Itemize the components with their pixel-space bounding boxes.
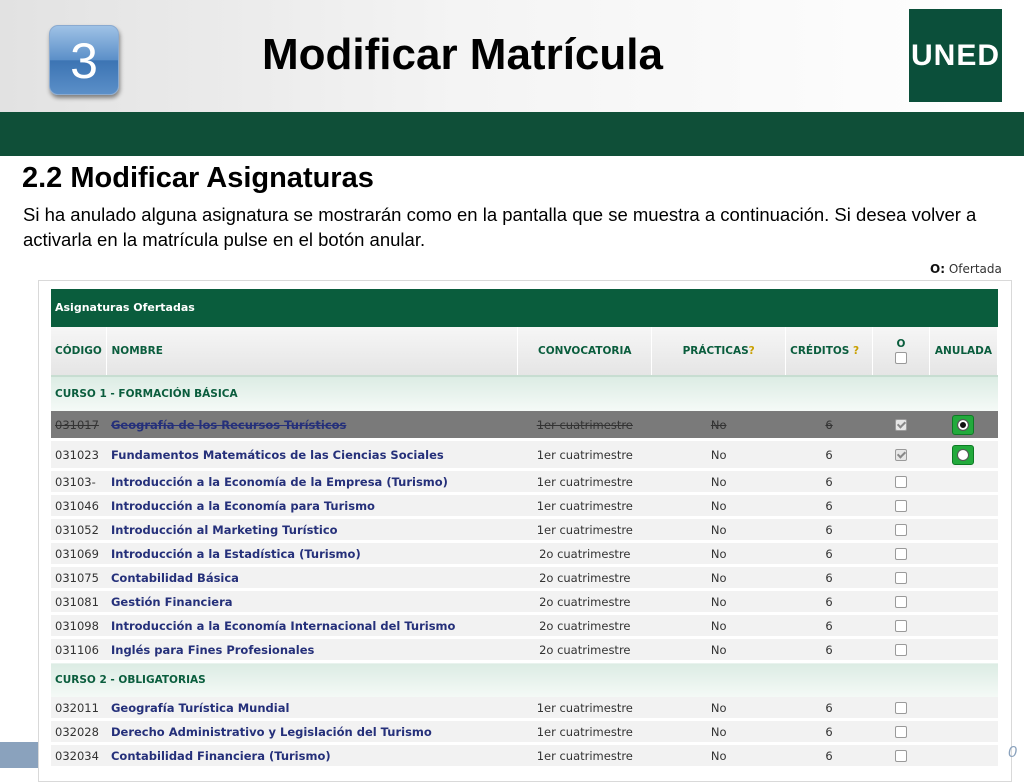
cell-name[interactable]: Gestión Financiera — [107, 590, 518, 614]
offered-checkbox[interactable] — [895, 572, 907, 584]
table-row — [51, 720, 998, 744]
table-row — [51, 470, 998, 494]
cell-creditos: 6 — [786, 744, 873, 768]
panel-title: Asignaturas Ofertadas — [51, 289, 998, 327]
cell-code: 031106 — [51, 638, 107, 662]
table-row — [51, 744, 998, 768]
offered-checkbox[interactable] — [895, 750, 907, 762]
practicas-help-icon[interactable]: ? — [748, 345, 755, 357]
cell-creditos: 6 — [786, 720, 873, 744]
cell-convocatoria: 1er cuatrimestre — [518, 720, 652, 744]
cell-name[interactable]: Geografía Turística Mundial — [107, 697, 518, 720]
cell-name[interactable]: Contabilidad Básica — [107, 566, 518, 590]
uned-logo: UNED — [909, 9, 1002, 102]
table-row — [51, 494, 998, 518]
cell-anulada — [929, 566, 997, 590]
cell-offered — [873, 518, 930, 542]
cell-convocatoria: 2o cuatrimestre — [518, 542, 652, 566]
table-row — [51, 566, 998, 590]
footer-bar — [0, 742, 38, 768]
header-band — [0, 112, 1024, 156]
cell-convocatoria: 2o cuatrimestre — [518, 614, 652, 638]
table-header-row — [51, 327, 998, 376]
cell-creditos: 6 — [786, 440, 873, 470]
cell-name[interactable]: Derecho Administrativo y Legislación del Turismo — [107, 720, 518, 744]
section-title-cell: CURSO 2 - OBLIGATORIAS — [51, 662, 998, 698]
col-anulada[interactable]: ANULADA — [929, 327, 997, 376]
table-row — [51, 590, 998, 614]
cell-code: 031075 — [51, 566, 107, 590]
cell-name[interactable]: Fundamentos Matemáticos de las Ciencias Sociales — [107, 440, 518, 470]
cell-offered — [873, 566, 930, 590]
col-nombre[interactable]: NOMBRE — [107, 327, 518, 376]
section-description: Si ha anulado alguna asignatura se mostrarán como en la pantalla que se muestra a continuación. Si desea volver a activarla en la matrícula pulse en el botón anular. — [23, 204, 977, 250]
cell-name[interactable]: Inglés para Fines Profesionales — [107, 638, 518, 662]
cell-code: 03103- — [51, 470, 107, 494]
subjects-table — [51, 327, 998, 769]
cell-code: 031023 — [51, 440, 107, 470]
cell-practicas: No — [652, 440, 786, 470]
legend-key: O: — [930, 262, 945, 276]
cell-code: 031052 — [51, 518, 107, 542]
subjects-panel — [38, 280, 1012, 782]
cell-practicas: No — [652, 590, 786, 614]
offered-checkbox[interactable] — [895, 476, 907, 488]
cell-name[interactable]: Introducción a la Economía para Turismo — [107, 494, 518, 518]
cell-offered — [873, 440, 930, 470]
col-o[interactable] — [873, 327, 930, 376]
cell-code: 031069 — [51, 542, 107, 566]
cell-convocatoria: 1er cuatrimestre — [518, 697, 652, 720]
anular-button-icon[interactable] — [952, 415, 974, 435]
cell-practicas: No — [652, 542, 786, 566]
cell-anulada — [929, 697, 997, 720]
cell-practicas: No — [652, 720, 786, 744]
section-title-cell: CURSO 1 - FORMACIÓN BÁSICA — [51, 376, 998, 411]
cell-anulada — [929, 720, 997, 744]
cell-convocatoria: 1er cuatrimestre — [518, 494, 652, 518]
cell-code: 032011 — [51, 697, 107, 720]
col-creditos[interactable] — [786, 327, 873, 376]
offered-checkbox[interactable] — [895, 419, 907, 431]
cell-offered — [873, 614, 930, 638]
page-number: 0 — [1008, 744, 1017, 761]
cell-creditos: 6 — [786, 566, 873, 590]
cell-creditos: 6 — [786, 494, 873, 518]
cell-name[interactable]: Introducción a la Economía Internacional del Turismo — [107, 614, 518, 638]
table-row — [51, 542, 998, 566]
cell-practicas: No — [652, 566, 786, 590]
cell-convocatoria: 1er cuatrimestre — [518, 518, 652, 542]
cell-creditos: 6 — [786, 590, 873, 614]
table-row — [51, 638, 998, 662]
cell-name[interactable]: Introducción a la Economía de la Empresa (Turismo) — [107, 470, 518, 494]
cell-practicas: No — [652, 638, 786, 662]
offered-checkbox[interactable] — [895, 644, 907, 656]
cell-offered — [873, 744, 930, 768]
table-row — [51, 614, 998, 638]
cell-practicas: No — [652, 614, 786, 638]
table-row — [51, 518, 998, 542]
cell-name[interactable]: Contabilidad Financiera (Turismo) — [107, 744, 518, 768]
col-convocatoria[interactable]: CONVOCATORIA — [518, 327, 652, 376]
select-all-checkbox[interactable] — [895, 352, 907, 364]
cell-anulada — [929, 518, 997, 542]
cell-offered — [873, 590, 930, 614]
offered-checkbox[interactable] — [895, 500, 907, 512]
offered-checkbox[interactable] — [895, 620, 907, 632]
cell-creditos: 6 — [786, 542, 873, 566]
legend-value: Ofertada — [948, 262, 1002, 276]
col-codigo[interactable]: CÓDIGO — [51, 327, 107, 376]
cell-name[interactable]: Introducción a la Estadística (Turismo) — [107, 542, 518, 566]
cell-offered — [873, 638, 930, 662]
cell-creditos: 6 — [786, 470, 873, 494]
cell-offered — [873, 411, 930, 440]
section-row — [51, 376, 998, 411]
cell-practicas: No — [652, 411, 786, 440]
offered-checkbox[interactable] — [895, 726, 907, 738]
cell-offered — [873, 470, 930, 494]
cell-anulada — [929, 590, 997, 614]
cell-name[interactable]: Introducción al Marketing Turístico — [107, 518, 518, 542]
table-row — [51, 440, 998, 470]
cell-code: 031017 — [51, 411, 107, 440]
cell-name[interactable]: Geografía de los Recursos Turísticos — [107, 411, 518, 440]
legend — [930, 262, 1002, 276]
table-body — [51, 376, 998, 768]
cell-anulada — [929, 440, 997, 470]
offered-checkbox[interactable] — [895, 548, 907, 560]
cell-convocatoria: 2o cuatrimestre — [518, 590, 652, 614]
cell-practicas: No — [652, 697, 786, 720]
cell-anulada — [929, 470, 997, 494]
cell-practicas: No — [652, 518, 786, 542]
cell-code: 031098 — [51, 614, 107, 638]
cell-practicas: No — [652, 470, 786, 494]
cell-anulada — [929, 411, 997, 440]
cell-offered — [873, 720, 930, 744]
step-number-badge: 3 — [49, 25, 119, 95]
col-o-label: O — [896, 338, 906, 350]
offered-checkbox[interactable] — [895, 524, 907, 536]
cell-creditos: 6 — [786, 638, 873, 662]
slide-title: Modificar Matrícula — [262, 30, 663, 79]
cell-creditos: 6 — [786, 411, 873, 440]
cell-practicas: No — [652, 494, 786, 518]
offered-checkbox[interactable] — [895, 702, 907, 714]
cell-convocatoria: 1er cuatrimestre — [518, 744, 652, 768]
cell-anulada — [929, 638, 997, 662]
cell-creditos: 6 — [786, 518, 873, 542]
cell-creditos: 6 — [786, 614, 873, 638]
offered-checkbox[interactable] — [895, 596, 907, 608]
cell-convocatoria: 1er cuatrimestre — [518, 470, 652, 494]
cell-anulada — [929, 494, 997, 518]
cell-convocatoria: 2o cuatrimestre — [518, 638, 652, 662]
cell-code: 031046 — [51, 494, 107, 518]
cell-creditos: 6 — [786, 697, 873, 720]
offered-checkbox[interactable] — [895, 449, 907, 461]
section-row — [51, 662, 998, 698]
cell-code: 032034 — [51, 744, 107, 768]
cell-offered — [873, 542, 930, 566]
cell-practicas: No — [652, 744, 786, 768]
cell-offered — [873, 494, 930, 518]
cell-convocatoria: 2o cuatrimestre — [518, 566, 652, 590]
cell-anulada — [929, 744, 997, 768]
table-row — [51, 411, 998, 440]
col-practicas[interactable] — [652, 327, 786, 376]
anular-button-icon[interactable] — [952, 445, 974, 465]
cell-convocatoria: 1er cuatrimestre — [518, 411, 652, 440]
col-practicas-label: PRÁCTICAS — [682, 345, 749, 357]
section-title: 2.2 Modificar Asignaturas — [22, 162, 374, 194]
cell-convocatoria: 1er cuatrimestre — [518, 440, 652, 470]
cell-anulada — [929, 614, 997, 638]
cell-offered — [873, 697, 930, 720]
cell-code: 031081 — [51, 590, 107, 614]
cell-code: 032028 — [51, 720, 107, 744]
table-row — [51, 697, 998, 720]
col-creditos-label: CRÉDITOS — [790, 345, 850, 357]
cell-anulada — [929, 542, 997, 566]
creditos-help-icon[interactable]: ? — [853, 345, 860, 357]
